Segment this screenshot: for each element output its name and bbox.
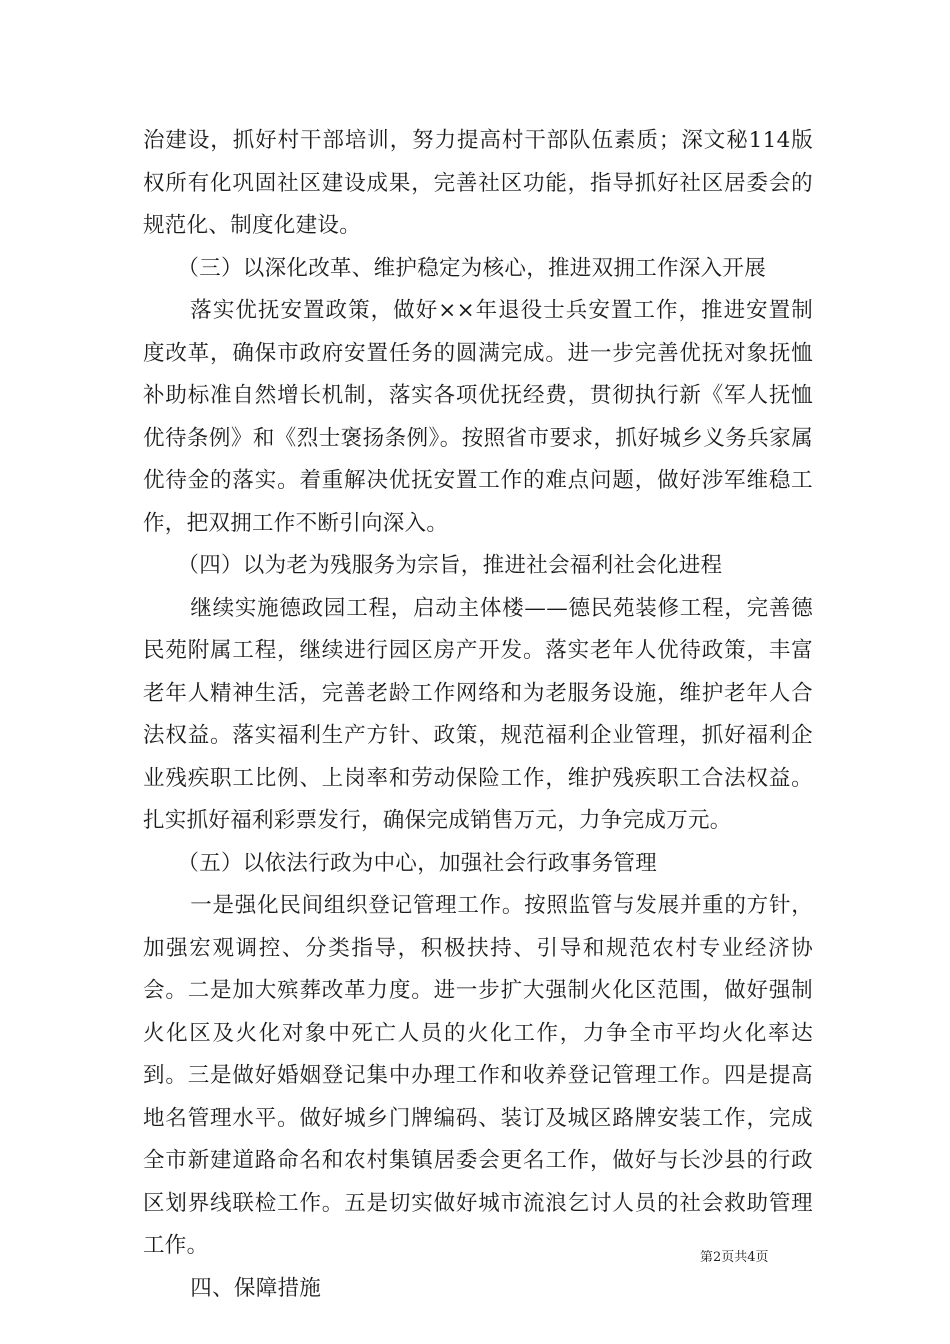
document-body: [143, 120, 813, 1310]
subheading-5: （五）以依法行政为中心，加强社会行政事务管理: [177, 850, 657, 876]
section-heading: 四、保障措施: [190, 1275, 322, 1301]
paragraph-body: 落实优抚安置政策，做好××年退役士兵安置工作，推进安置制度改革，确保市政府安置任务的圆满完成。进一步完善优抚对象抚恤补助标准自然增长机制，落实各项优抚经费，贯彻执行新《军人抚恤优待条例》和《烈士褒扬条例》。按照省市要求，抓好城乡义务兵家属优待金的落实。着重解决优抚安置工作的难点问题，做好涉军维稳工作，把双拥工作不断引向深入。: [143, 298, 813, 536]
page-number-label: 第2页共4页: [700, 1250, 769, 1265]
subheading-4: （四）以为老为残服务为宗旨，推进社会福利社会化进程: [177, 553, 723, 578]
page-number: [700, 1246, 769, 1265]
paragraph-continuation: 治建设，抓好村干部培训，努力提高村干部队伍素质；深文秘114版权所有化巩固社区建设成果，完善社区功能，指导抓好社区居委会的规范化、制度化建设。: [143, 128, 813, 238]
subheading-3: （三）以深化改革、维护稳定为核心，推进双拥工作深入开展: [177, 255, 766, 281]
paragraph-body: 一是强化民间组织登记管理工作。按照监管与发展并重的方针，加强宏观调控、分类指导，积极扶持、引导和规范农村专业经济协会。二是加大殡葬改革力度。进一步扩大强制火化区范围，做好强制火化区及火化对象中死亡人员的火化工作，力争全市平均火化率达到。三是做好婚姻登记集中办理工作和收养登记管理工作。四是提高地名管理水平。做好城乡门牌编码、装订及城区路牌安装工作，完成全市新建道路命名和农村集镇居委会更名工作，做好与长沙县的行政区划界线联检工作。五是切实做好城市流浪乞讨人员的社会救助管理工作。: [143, 893, 813, 1258]
paragraph-body: 继续实施德政园工程，启动主体楼——德民苑装修工程，完善德民苑附属工程，继续进行园区房产开发。落实老年人优待政策，丰富老年人精神生活，完善老龄工作网络和为老服务设施，维护老年人合法权益。落实福利生产方针、政策，规范福利企业管理，抓好福利企业残疾职工比例、上岗率和劳动保险工作，维护残疾职工合法权益。扎实抓好福利彩票发行，确保完成销售万元，力争完成万元。: [143, 595, 813, 833]
